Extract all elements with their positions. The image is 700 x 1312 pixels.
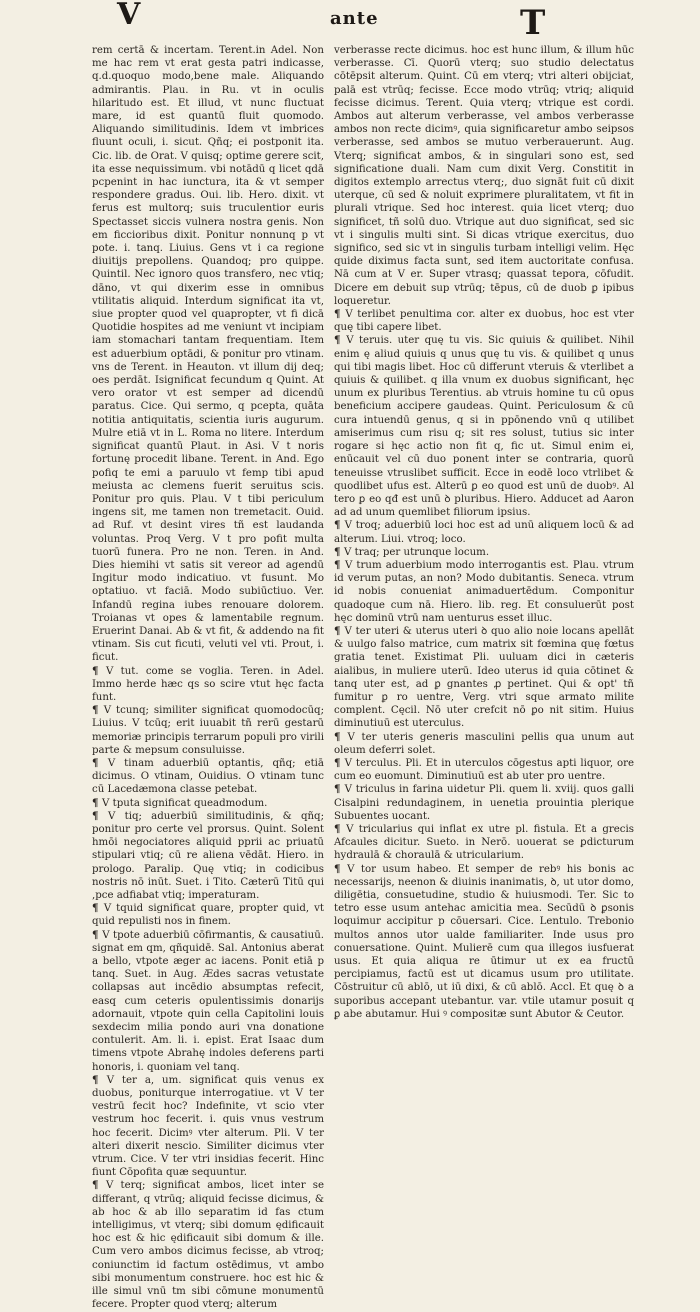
dictionary-entry: ¶ V tcunq; similiter significat quomodocūq; Liuius. V tcūq; erit iuuabit tñ rerū gestarū memoriæ principis terrarum populi pro virili parte & mepsum consuluisse. [92, 704, 324, 757]
dictionary-entry: ¶ V tiq; aduerbiū similitudinis, & qñq; ponitur pro certe vel prorsus. Quint. Solent hmōi negociatores aliquid pprii ac priuatū stipulari vtiq; cū re aliena vēdāt. Hiero. in prologo. Paralip. Quę vtiq; in codicibus nostris nō inūt. Suet. i Tito. Cæterū Titū qui ,pce adfiabat vtiq; imperaturam. [92, 810, 324, 902]
decorated-initial-right: T [520, 3, 546, 43]
continued-paragraph: rem certā & incertam. Terent.in Adel. Non me hac rem vt erat gesta patri indicasse, q.d.quoquo modo,bene male. Aliquando admirantis. Plau. in Ru. vt in oculis hilaritudo est. Et illud, vt nunc fluctuat mare, id est quantū fluit quomodo. Aliquando similitudinis. Idem vt imbrices fluunt oculi, i. sicut. Qñq; ei postponit ita. Cic. lib. de Orat. V quisq; optime gerere scit, ita esse nequissimum. vbi notādū q licet qdā pcpenint in hac iunctura, ita & vt semper respondere gradus. Oui. lib. Hero. dixit. vt ferus est multorq; suis truculentior euris Spectasset siccis vulnera nostra genis. Non em ficcioribus dixit. Ponitur nonnunq p vt pote. i. tanq. Liuius. Gens vt i ca regione diuitijs prepollens. Quandoq; pro quippe. Quintil. Nec ignoro quos transfero, nec vtiq; dāno, vt qui dixerim esse in omnibus vtilitatis aliquid. Interdum significat ita vt, siue propter quod vel quapropter, vt fi dicā Quotidie hospites ad me veniunt vt incipiam iam stomachari tantam frequentiam. Item est aduerbium optādi, & ponitur pro vtinam. vns de Terent. in Heauton. vt illum dij deq; oes perdāt. Isignificat fecundum q Quint. At vero orator vt est semper ad dicendū paratus. Cice. Qui sermo, q pcepta, quāta notitia antiquitatis, scientia iuris augurum. Mulre etiā vt in L. Roma no litere. Interdum significat quantū Plaut. in Asi. V t noris fortunę procedit libane. Terent. in And. Ego pofiq te emi a paruulo vt femp tibi apud meiusta ac clemens fuerit seruitus scis. Ponitur pro quis. Plau. V t tibi periculum ingens sit, me tamen non tremetacit. Ouid. ad Ruf. vt desint vires tñ est laudanda voluntas. Proq Verg. V t pro pofit multa tuorū funera. Pro ne non. Teren. in And. Dies hiemihi vt satis sit vereor ad agendū Ingitur modo indicatiuo. vt fusunt. Mo optatiuo. vt faciā. Modo subiūctiuo. Ver. Infandū regina iubes renouare dolorem. Troianas vt opes & lamentabile regnum. Eruerint Danai. Ab & vt fit, & addendo na fit vtinam. Sis cut ficuti, veluti vel vti. Prout, i. ficut. [92, 45, 324, 664]
dictionary-entry: ¶ V tricularius qui inflat ex utre pl. fistula. Et a grecis Afcaules dicitur. Sueto. in Nerō. uouerat se ꝑdicturum hydraulā & choraulā & utricularium. [334, 823, 634, 863]
dictionary-entry: ¶ V ter a, um. significat quis venus ex duobus, poniturque interrogatiue. vt V ter vestrū fecit hoc? Indefinite, vt scio vter vestrum hoc fecerit. i. quis vnus vestrum hoc fecerit. Dicimꝰ vter alterum. Pli. V ter alteri dixerit nescio. Similiter dicimus vter vtrum. Cice. V ter vtri insidias fecerit. Hinc fiunt Cōpofita quæ sequuntur. [92, 1074, 324, 1180]
dictionary-entry: ¶ V tputa significat queadmodum. [92, 797, 324, 810]
left-column [92, 44, 325, 1311]
dictionary-entry: ¶ V terq; significat ambos, licet inter se differant, q vtrūq; aliquid fecisse dicimus, & ab hoc & ab illo separatim id fas ctum intelligimus, vt vterq; sibi domum ędificauit hoc est & hic ędificauit sibi domum & ille. Cum vero ambos dicimus fecisse, ab vtroq; coniunctim id factum ostēdimus, vt ambo sibi monumentum construere. hoc est hic & ille simul vnū tm sibi cōmune monumentū fecere. Propter quod vterq; alterum [92, 1179, 324, 1311]
continued-paragraph: verberasse recte dicimus. hoc est hunc illum, & illum hūc verberasse. Cī. Quorū vterq; suo studio delectatus cōtēpsit alterum. Quint. Cū em vterq; vtri alteri obijciat, palā est vtrūq; fecisse. Ecce modo vtrūq; vtriq; aliquid fecisse dicimus. Terent. Quia vterq; vtrique est cordi. Ambos aut alterum verberasse, vel ambos verberasse ambos non recte dicimꝰ, quia significaretur ambo seipsos verberasse, sed ambos se mutuo verberauerunt. Aug. Vterq; significat ambos, & in singulari sono est, sed significatione duali. Nam cum dixit Verg. Constitit in digitos extemplo arrectus vterq;, duo signāt fuit cū dixit uterque, cū sed & noluit exprimere pluralitatem, vt fit in plurali vtrique. Sed hoc interest. quia licet vterq; duo significet, tñ solū duo. Vtrique aut duo significat, sed sic vt i singulis multi sint. Si dicas vtrique exercitus, duo significo, sed sic vt in singulis turbam intelligi velim. Hęc quide diximus facta sunt, sed item auctoritate confusa. Nā cum at V er. Super vtrasq; quassat tepora, cōfudit. Dicere em debuit sup vtrūq; tēpus, cū de duob ꝑ ipibus loqueretur. [334, 45, 634, 307]
page-header [0, 0, 700, 46]
dictionary-entry: ¶ V tpote aduerbiū cōfirmantis, & causatiuū. signat em qm, qñquidē. Sal. Antonius aberat a bello, vtpote æger ac iacens. Ponit etiā p tanq. Suet. in Aug. Ædes sacras vetustate collapsas aut incēdio absumptas refecit, easq cum ceteris opulentissimis donarijs adornauit, vtpote quin cella Capitolini louis sexdecim milia pondo auri vna donatione contulerit. Am. li. i. epist. Erat Isaac dum timens vtpote Abrahę indoles deferens parti honoris, i. quoniam vel tanq. [92, 929, 324, 1074]
dictionary-entry: ¶ V terculus. Pli. Et in uterculos cōgestus apti liquor, ore cum eo euomunt. Diminutiuū est ab uter pro uentre. [334, 757, 634, 783]
dictionary-entry: ¶ V terlibet penultima cor. alter ex duobus, hoc est vter quę tibi capere libet. [334, 308, 634, 334]
dictionary-entry: ¶ V traq; per utrunque locum. [334, 546, 634, 559]
decorated-initial-left: V [117, 0, 141, 32]
dictionary-entry: ¶ V triculus in farina uidetur Pli. quem li. xviij. quos galli Cisalpini redundaginem, in uenetia prouintia plerique Subuentes uocant. [334, 783, 634, 823]
dictionary-entry: ¶ V ter uteris generis masculini pellis qua unum aut oleum deferri solet. [334, 731, 634, 757]
dictionary-entry: ¶ V troq; aduerbiū loci hoc est ad unū aliquem locū & ad alterum. Liui. vtroq; loco. [334, 519, 634, 545]
dictionary-entry: ¶ V teruis. uter quę tu vis. Sic quiuis & quilibet. Nihil enim ę aliud quiuis q unus quę tu vis. & quilibet q unus qui tibi magis libet. Hoc cū differunt vteruis & vterlibet a quiuis & quilibet. q illa vnum ex duobus significant, hęc unum ex pluribus Terentius. ab vtruis homine tu cū opus beneficium accipere gaudeas. Quint. Periculosum & cū cura intuendū genus, q si in ppōnendo vnū q utilibet amiserimus cum risu q; sit res solust, tutius sic inter rogare si hęc actio non fit q, fic ut. Simul enim ei, enūcauit vel cū duo ponent inter se contraria, quorū teneuisse vtruslibet sufficit. Ecce in eodē loco vtrlibet & quodlibet ufus est. Alterū ꝑ eo quod est unū de duobꝰ. Al tero ꝑ eo qđ est unū ꝺ pluribus. Hiero. Adducet ad Aaron ad ad unum quemlibet filiorum ipsius. [334, 334, 634, 519]
dictionary-entry: ¶ V ter uteri & uterus uteri ꝺ quo alio noie locans apellāt & uulgo falso matrice, cum matrix sit fœmina quę fœtus gratia tenet. Existimat Pli. uuluam dici in cæteris aialibus, in muliere uterū. Ideo uterus id quia cōtinet & tanq uter est, ad ꝑ gnantes ꝓ pertinet. Qui & opt' tñ fumitur ꝑ ro uentre, Verg. vtri sque armato milite complent. Cęcil. Nō uter crefcit nō ꝑo nit sitim. Huius diminutiuū est uterculus. [334, 625, 634, 731]
dictionary-entry: ¶ V trum aduerbium modo interrogantis est. Plau. vtrum id verum putas, an non? Modo dubitantis. Seneca. vtrum id nobis conueniat animaduertēdum. Componitur quadoque cum nā. Hiero. lib. reg. Et consuluerūt post hęc dominū vtrū nam uenturus esset illuc. [334, 559, 634, 625]
right-column [334, 44, 635, 1020]
dictionary-entry: ¶ V tut. come se voglia. Teren. in Adel. Immo herde hæc qs so scire vtut hęc facta funt. [92, 665, 324, 705]
running-head: ante [330, 8, 379, 29]
dictionary-entry: ¶ V tinam aduerbiū optantis, qñq; etiā dicimus. O vtinam, Ouidius. O vtinam tunc cū Lacedæmona classe petebat. [92, 757, 324, 797]
dictionary-entry: ¶ V tor usum habeo. Et semper de rebꝰ his bonis ac necessarijs, neenon & diuinis inanimatis, ꝺ, ut utor domo, diligētia, consuetudine, studio & huiusmodi. Ter. Sic to tetro esse usum antehac amicitia mea. Secūdū ꝺ ꝑsonis loquimur accipitur p cōuersari. Cice. Lentulo. Trebonio multos annos utor ualde familiariter. Inde usus pro conuersatione. Quint. Mulierē cum qua illegos iusfuerat usus. Et quia aliqua re ūtimur ut ex ea fructū percipiamus, factū est ut dicamus usum pro utilitate. Cōstruitur cū ablō, ut iū dixi, & cū ablō. Accl. Et quę ꝺ a suporibus accepant utebantur. var. vtile utamur posuit q ꝑ abe abutamur. Hui ꝰ compositæ sunt Abutor & Ceutor. [334, 863, 634, 1021]
dictionary-entry: ¶ V tquid significat quare, propter quid, vt quid repulisti nos in finem. [92, 902, 324, 928]
